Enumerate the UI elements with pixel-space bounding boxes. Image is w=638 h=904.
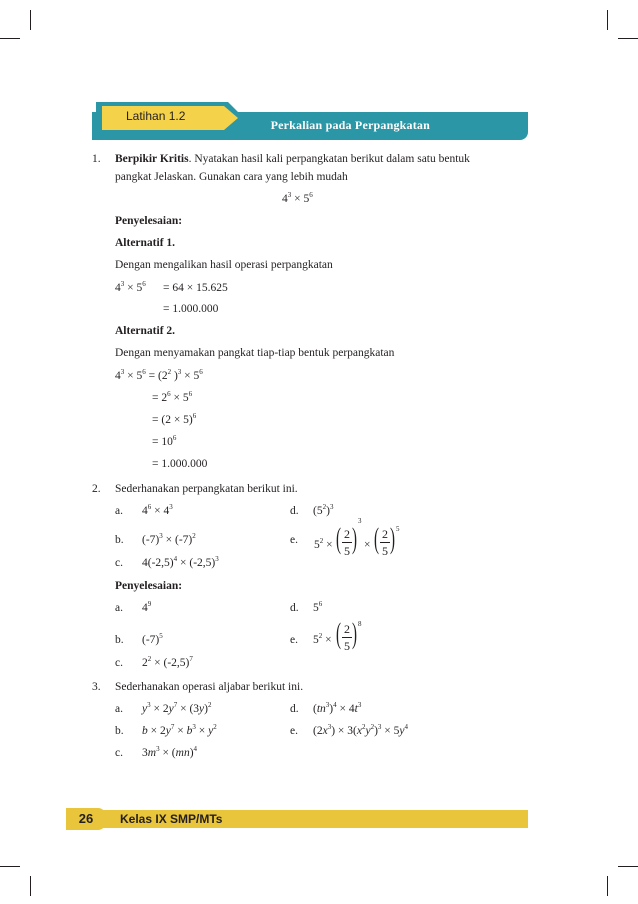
q1-text-line2: pangkat Jelaskan. Gunakan cara yang lebih mudah	[115, 171, 348, 183]
q3-number: 3.	[92, 681, 101, 693]
q1-alt1-label: Alternatif 1.	[115, 237, 176, 249]
q2-ans-label-d: d.	[290, 602, 299, 614]
crop-mark	[30, 876, 31, 896]
q3-label-a: a.	[115, 703, 123, 715]
q2-ans-label-a: a.	[115, 602, 123, 614]
q3-item-b: $b \times 2y^7 \times b^3 \times y^2$	[142, 723, 217, 737]
page-number: 26	[66, 808, 106, 830]
q2-label-b: b.	[115, 534, 124, 546]
q1-alt2-step1: $4^3 \times 5^6 = (2^2$ )$^3 \times 5^6$	[115, 368, 203, 382]
q2-ans-d: $5^6$	[313, 600, 323, 614]
q3-label-c: c.	[115, 747, 123, 759]
q1-expression: $4^3 \times 5^6$	[282, 191, 313, 205]
q1-alt1-step2: = 1.000.000	[163, 303, 219, 315]
crop-mark	[607, 876, 608, 896]
crop-mark	[0, 38, 20, 39]
q1-alt1-desc: Dengan mengalikan hasil operasi perpangkatan	[115, 259, 333, 271]
q2-item-a: $4^6 \times 4^3$	[142, 503, 173, 517]
exercise-tag	[96, 102, 224, 132]
book-title: Kelas IX SMP/MTs	[120, 812, 223, 826]
q2-item-b: $(-7)^3 \times (-7)^2$	[142, 532, 196, 546]
q2-item-e-base: $5^2$ ×	[314, 537, 333, 551]
q2-text: Sederhanakan perpangkatan berikut ini.	[115, 483, 298, 495]
q3-label-d: d.	[290, 703, 299, 715]
q2-ans-b: $(-7)^5$	[142, 632, 163, 646]
q1-alt2-step3: = $(2 \times 5)^6$	[152, 412, 197, 426]
q2-number: 2.	[92, 483, 101, 495]
q2-item-c: $4(-2,5)^4 \times (-2,5)^3$	[142, 555, 219, 569]
q1-solution-label: Penyelesaian:	[115, 215, 183, 227]
q2-ans-label-c: c.	[115, 657, 123, 669]
q2-label-e: e.	[290, 534, 298, 546]
q3-label-e: e.	[290, 725, 298, 737]
q1-alt2-step4: = $10^6$	[152, 434, 177, 448]
q2-ans-label-e: e.	[290, 634, 298, 646]
exercise-tag-label: Latihan 1.2	[126, 109, 186, 123]
q2-label-c: c.	[115, 557, 123, 569]
q1-alt2-step2: = $2^6 \times 5^6$	[152, 390, 193, 404]
q2-ans-e-base: $5^2$ ×	[313, 632, 332, 646]
q2-label-a: a.	[115, 505, 123, 517]
q3-label-b: b.	[115, 725, 124, 737]
q2-label-d: d.	[290, 505, 299, 517]
q1-alt1-step1: = 64 × 15.625	[163, 282, 228, 294]
crop-mark	[0, 866, 20, 867]
q3-text: Sederhanakan operasi aljabar berikut ini.	[115, 681, 304, 693]
q2-ans-a: $4^9$	[142, 600, 152, 614]
q3-item-a: $y^3 \times 2y^7 \times (3y)^2$	[142, 701, 212, 715]
section-title: Perkalian pada Perpangkatan	[270, 118, 430, 132]
crop-mark	[607, 10, 608, 30]
crop-mark	[30, 10, 31, 30]
q1-number: 1.	[92, 153, 101, 165]
q1-alt1-lhs: $4^3 \times 5^6$	[115, 280, 146, 294]
q1-lead-rest: . Nyatakan hasil kali perpangkatan berikut dalam satu bentuk	[188, 153, 470, 165]
crop-mark	[618, 866, 638, 867]
q2-ans-label-b: b.	[115, 634, 124, 646]
q3-item-c: $3m^3 \times (mn)^4$	[142, 745, 198, 759]
q3-item-d: $(tn^3)^4 \times 4t^3$	[313, 701, 362, 715]
q2-ans-c: $2^2 \times (-2,5)^7$	[142, 655, 193, 669]
q1-text	[115, 152, 529, 166]
q1-alt2-desc: Dengan menyamakan pangkat tiap-tiap bentuk perpangkatan	[115, 347, 395, 359]
crop-mark	[618, 38, 638, 39]
q2-item-d: $(5^2)^3$	[313, 503, 334, 517]
q1-lead-bold: Berpikir Kritis	[115, 153, 189, 165]
q2-solution-label: Penyelesaian:	[115, 580, 183, 592]
section-header	[92, 100, 528, 140]
page-footer	[66, 808, 528, 830]
q1-alt2-label: Alternatif 2.	[115, 325, 176, 337]
q3-item-e: $(2x^3) \times 3(x^2y^2)^3 \times 5y^4$	[313, 723, 409, 737]
q1-alt2-step5: = 1.000.000	[152, 458, 208, 470]
